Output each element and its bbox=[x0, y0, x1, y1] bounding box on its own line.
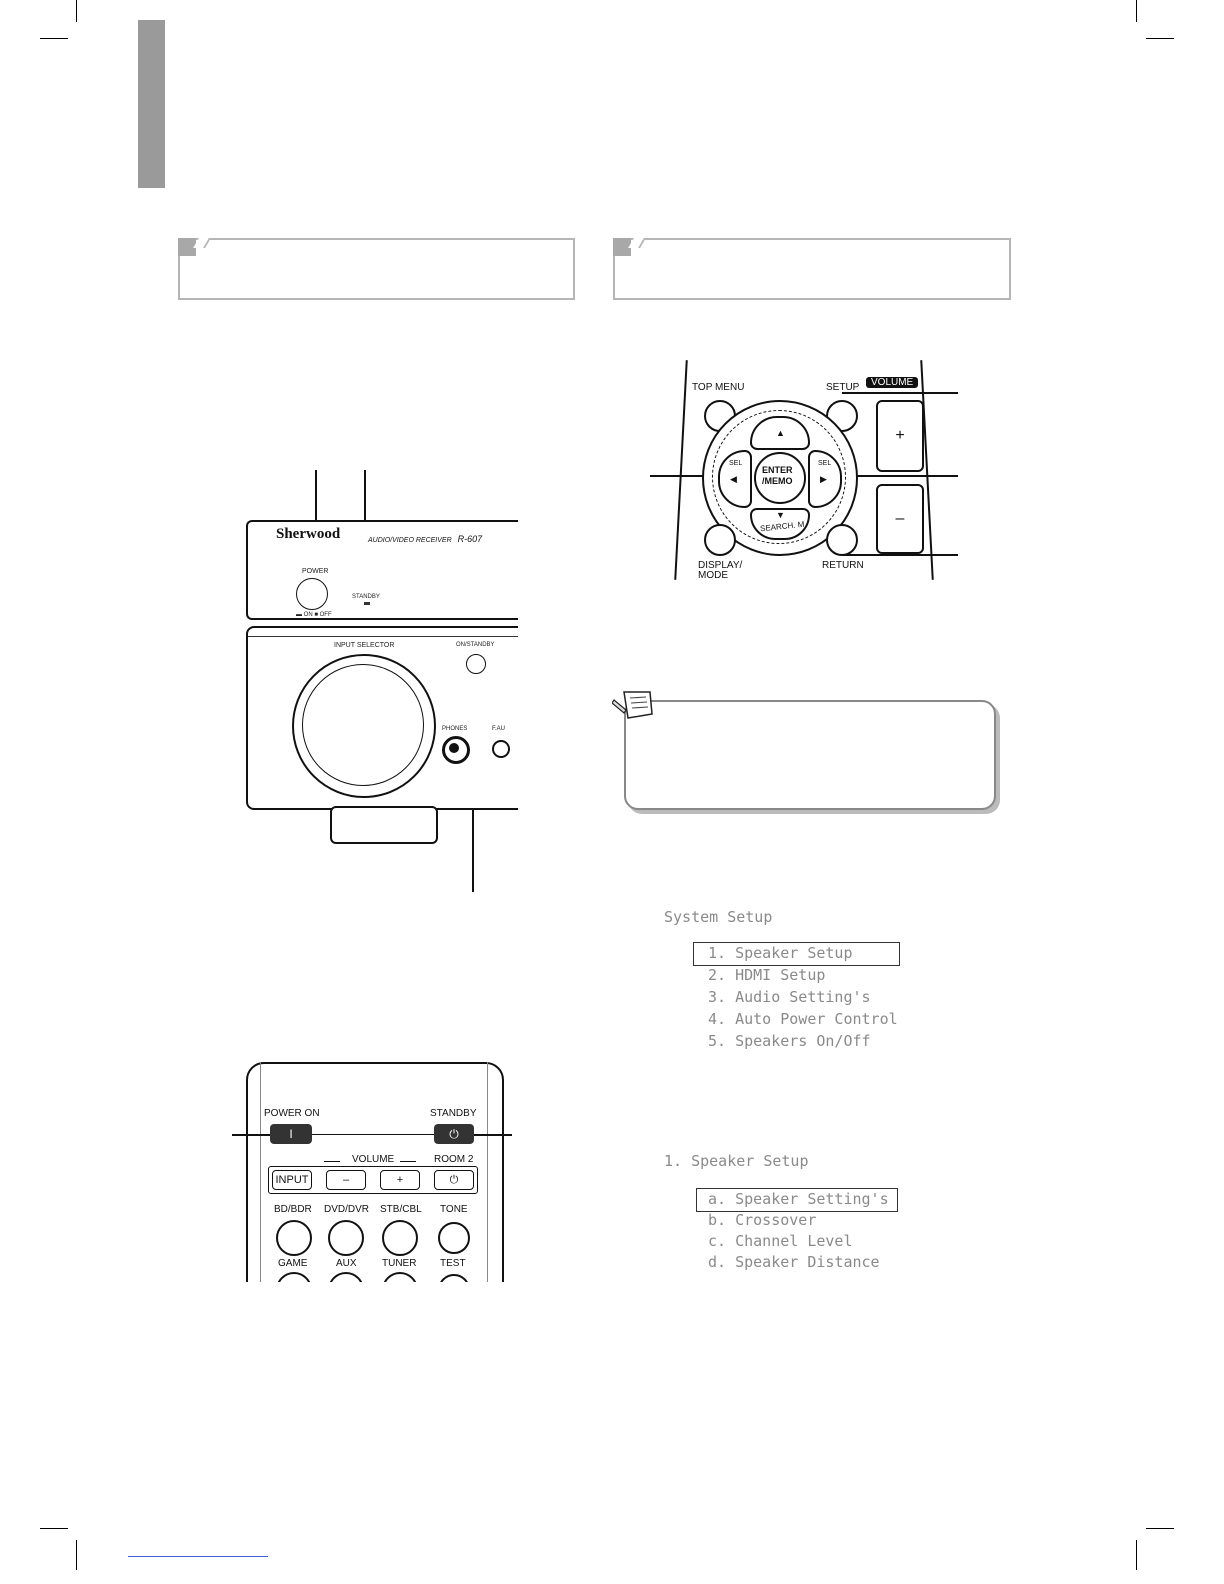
memo-label: /MEMO bbox=[762, 476, 793, 486]
input-selector-label: INPUT SELECTOR bbox=[334, 642, 395, 649]
remote-edge bbox=[674, 360, 687, 580]
osd-system-item[interactable]: 1. Speaker Setup bbox=[708, 944, 853, 962]
receiver-front-panel bbox=[246, 626, 518, 810]
left-arrow-icon: ◀ bbox=[730, 474, 737, 484]
model-text-label: AUDIO/VIDEO RECEIVER bbox=[368, 537, 452, 544]
plus-icon: + bbox=[895, 427, 905, 444]
volume-dash-right bbox=[400, 1161, 416, 1162]
crop-mark bbox=[1146, 1528, 1174, 1529]
note-pencil-icon bbox=[612, 688, 656, 722]
section-header-left bbox=[178, 238, 575, 300]
plus-icon: + bbox=[396, 1174, 404, 1186]
volume-plus-button[interactable] bbox=[876, 400, 924, 472]
room2-power-button[interactable] bbox=[434, 1170, 474, 1190]
power-on-button[interactable] bbox=[270, 1124, 312, 1144]
callout-line bbox=[842, 392, 958, 394]
osd-speaker-item[interactable]: a. Speaker Setting's bbox=[708, 1190, 889, 1208]
power-button[interactable] bbox=[296, 578, 328, 610]
callout-line bbox=[842, 554, 958, 556]
enter-memo-button[interactable] bbox=[754, 452, 806, 504]
phones-label: PHONES bbox=[442, 726, 468, 732]
enter-label: ENTER bbox=[762, 465, 793, 475]
standby-indicator bbox=[364, 602, 370, 605]
model-text bbox=[368, 534, 482, 544]
aux-label: AUX bbox=[336, 1258, 357, 1269]
power-label: POWER bbox=[302, 568, 329, 575]
bd-bdr-button[interactable] bbox=[276, 1220, 312, 1256]
input-selector-knob[interactable] bbox=[292, 654, 436, 798]
osd-speaker-item[interactable]: d. Speaker Distance bbox=[708, 1253, 880, 1271]
tone-label: TONE bbox=[440, 1204, 468, 1215]
power-on-label: POWER ON bbox=[264, 1108, 320, 1119]
crop-mark bbox=[40, 38, 68, 39]
sel-left-label: SEL bbox=[729, 460, 743, 467]
volume-plus-button[interactable] bbox=[380, 1170, 420, 1190]
on-standby-label: ON/STANDBY bbox=[456, 642, 495, 648]
dvd-dvr-label: DVD/DVR bbox=[324, 1204, 370, 1215]
room2-label: ROOM 2 bbox=[434, 1154, 474, 1165]
osd-system-item[interactable]: 5. Speakers On/Off bbox=[708, 1032, 871, 1050]
tone-button[interactable] bbox=[438, 1222, 470, 1254]
standby-button[interactable] bbox=[434, 1124, 474, 1144]
top-menu-label: TOP MENU bbox=[692, 382, 745, 393]
dvd-dvr-button[interactable] bbox=[328, 1220, 364, 1256]
phones-jack[interactable] bbox=[442, 736, 470, 764]
sel-right-label: SEL bbox=[818, 460, 832, 467]
game-label: GAME bbox=[278, 1258, 308, 1269]
crop-mark bbox=[76, 1540, 77, 1570]
knob-inner bbox=[302, 664, 424, 786]
up-arrow-icon: ▲ bbox=[776, 428, 785, 438]
model-number: R-607 bbox=[457, 534, 483, 544]
footer-link-underline[interactable] bbox=[128, 1556, 268, 1557]
display-mode-label-2: MODE bbox=[698, 570, 728, 581]
standby-label: STANDBY bbox=[352, 594, 380, 600]
receiver-top-panel bbox=[246, 520, 518, 620]
jack2-label: F.AU bbox=[492, 726, 506, 732]
panel-divider bbox=[248, 636, 518, 637]
power-states: ▬ ON ■ OFF bbox=[296, 612, 332, 618]
osd-speaker-title: 1. Speaker Setup bbox=[664, 1152, 809, 1170]
remote-top-illustration bbox=[650, 360, 960, 580]
return-label: RETURN bbox=[822, 560, 864, 571]
room2-power-icon: ⏻ bbox=[449, 1173, 459, 1186]
display-mode-label-1: DISPLAY/ bbox=[698, 560, 743, 571]
minus-icon: – bbox=[342, 1174, 350, 1186]
volume-tag: VOLUME bbox=[866, 377, 918, 388]
power-row-divider bbox=[312, 1134, 434, 1135]
test-label: TEST bbox=[440, 1258, 466, 1269]
brand-logo: Sherwood bbox=[276, 526, 341, 542]
section-header-right bbox=[613, 238, 1011, 300]
stb-cbl-button[interactable] bbox=[382, 1220, 418, 1256]
power-on-icon: I bbox=[289, 1127, 293, 1141]
osd-speaker-item[interactable]: c. Channel Level bbox=[708, 1232, 853, 1250]
osd-system-item[interactable]: 3. Audio Setting's bbox=[708, 988, 871, 1006]
standby-label: STANDBY bbox=[430, 1108, 477, 1119]
osd-system-item[interactable]: 4. Auto Power Control bbox=[708, 1010, 898, 1028]
standby-icon: ⏻ bbox=[449, 1126, 459, 1141]
volume-dash-left bbox=[324, 1161, 340, 1162]
crop-mark bbox=[1146, 38, 1174, 39]
volume-label: VOLUME bbox=[352, 1154, 395, 1165]
jack-hole bbox=[449, 743, 459, 753]
volume-minus-button[interactable] bbox=[876, 484, 924, 554]
down-arrow-icon: ▼ bbox=[776, 510, 785, 520]
callout-line bbox=[472, 1134, 512, 1136]
right-arrow-icon: ▶ bbox=[820, 474, 827, 484]
note-box bbox=[624, 700, 996, 810]
osd-speaker-item[interactable]: b. Crossover bbox=[708, 1211, 817, 1229]
front-panel-illustration bbox=[230, 470, 510, 900]
crop-mark bbox=[1136, 0, 1137, 22]
search-label: SEARCH. M bbox=[759, 519, 805, 534]
stb-cbl-label: STB/CBL bbox=[380, 1204, 422, 1215]
remote-bottom-illustration bbox=[232, 1062, 522, 1282]
minus-icon: – bbox=[895, 510, 905, 527]
chapter-tab bbox=[138, 20, 165, 188]
return-button[interactable] bbox=[826, 524, 858, 556]
callout-line bbox=[232, 1134, 272, 1136]
input-label: INPUT bbox=[275, 1174, 309, 1186]
tuner-label: TUNER bbox=[382, 1258, 417, 1269]
aux-jack[interactable] bbox=[492, 740, 510, 758]
osd-system-title: System Setup bbox=[664, 908, 773, 926]
bd-bdr-label: BD/BDR bbox=[274, 1204, 312, 1215]
input-button[interactable] bbox=[272, 1170, 312, 1190]
crop-mark bbox=[40, 1528, 68, 1529]
crop-mark bbox=[1136, 1540, 1137, 1570]
receiver-foot bbox=[330, 806, 438, 844]
volume-minus-button[interactable] bbox=[326, 1170, 366, 1190]
on-standby-button[interactable] bbox=[466, 654, 486, 674]
display-mode-button[interactable] bbox=[704, 524, 736, 556]
crop-mark bbox=[76, 0, 77, 22]
osd-system-item[interactable]: 2. HDMI Setup bbox=[708, 966, 826, 984]
setup-label: SETUP bbox=[826, 382, 860, 393]
